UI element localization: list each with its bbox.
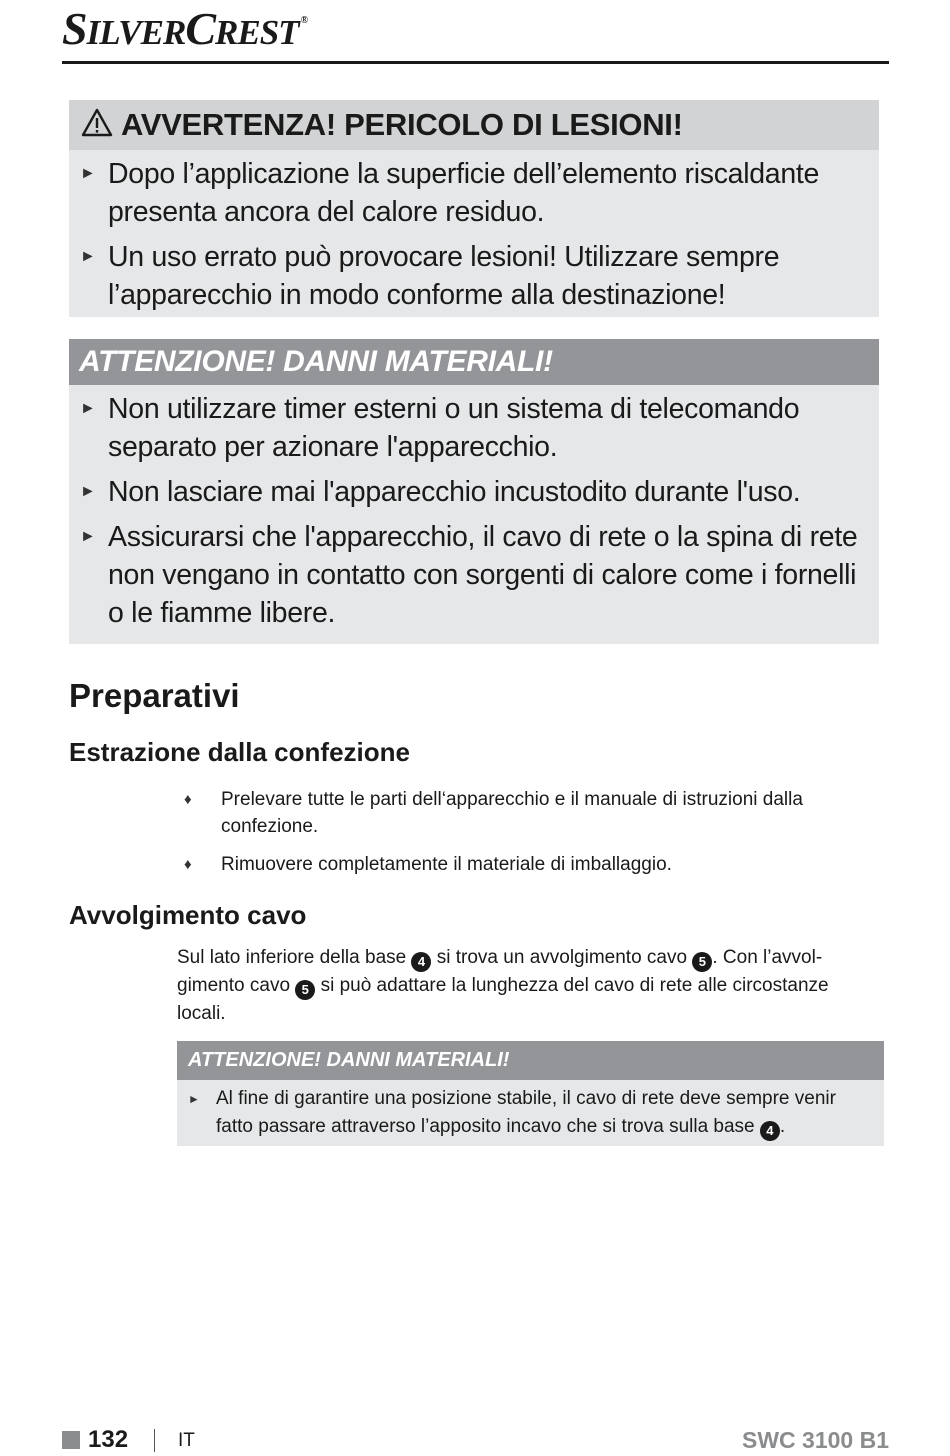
logo-letter-s: S — [62, 3, 87, 54]
list-item — [69, 155, 879, 231]
diamond-bullet-icon: ♦ — [184, 791, 192, 808]
language-code: IT — [178, 1430, 195, 1451]
list-item-text: . — [779, 1116, 786, 1137]
cable-caution-box — [177, 1041, 884, 1146]
logo-letter-c: C — [185, 3, 216, 54]
warning-title: AVVERTENZA! PERICOLO DI LESIONI! — [121, 107, 683, 142]
caution-header — [69, 339, 879, 385]
unpacking-heading: Estrazione dalla confezione — [69, 737, 410, 767]
part-number-badge: 5 — [295, 980, 315, 1000]
part-number-badge: 4 — [760, 1121, 780, 1141]
brand-logo — [62, 3, 308, 54]
part-number-badge: 4 — [411, 952, 431, 972]
arrow-bullet-icon: ► — [80, 400, 96, 417]
list-item-text: Un uso errato può provocare lesioni! Utilizzare sempre l’apparecchio in modo conforme alla destinazione! — [108, 241, 780, 311]
list-item — [69, 518, 879, 632]
list-item — [184, 786, 901, 840]
list-item-text: Al fine di garantire una posizione stabile, il cavo di rete deve sempre venir fatto passare attraverso l’apposito incavo che si trova sulla base — [216, 1088, 836, 1137]
list-item — [177, 1080, 884, 1141]
warning-header — [69, 100, 879, 150]
arrow-bullet-icon: ► — [188, 1092, 200, 1106]
list-item-text: Dopo l’applicazione la superficie dell’elemento riscaldante presenta ancora del calore residuo. — [108, 158, 820, 228]
diamond-bullet-icon: ♦ — [184, 856, 192, 873]
list-item-text: Rimuovere completamente il materiale di imballaggio. — [221, 854, 672, 875]
arrow-bullet-icon: ► — [80, 483, 96, 500]
page-marker-icon — [62, 1431, 80, 1449]
cable-caution-header — [177, 1041, 884, 1080]
list-item-text: Assicurarsi che l'apparecchio, il cavo di rete o la spina di rete non vengano in contatto con sorgenti di calore come i fornelli o le fiamme libere. — [108, 521, 858, 629]
arrow-bullet-icon: ► — [80, 165, 96, 182]
list-item-text: Non utilizzare timer esterni o un sistema di telecomando separato per azionare l'apparecchio. — [108, 393, 800, 463]
arrow-bullet-icon: ► — [80, 528, 96, 545]
warning-triangle-icon — [81, 108, 113, 142]
list-item — [69, 238, 879, 314]
warning-box — [69, 100, 879, 317]
page-number: 132 — [88, 1426, 129, 1453]
list-item-text: Prelevare tutte le parti dell‘apparecchio e il manuale di istruzioni dalla confezione. — [221, 789, 803, 837]
cable-paragraph — [177, 944, 877, 1028]
footer-divider — [154, 1429, 155, 1452]
header-divider — [62, 61, 889, 64]
list-item — [184, 851, 901, 878]
cable-caution-title: ATTENZIONE! DANNI MATERIALI! — [188, 1049, 510, 1071]
list-item — [69, 473, 879, 511]
caution-title: ATTENZIONE! DANNI MATERIALI! — [79, 345, 553, 378]
list-item-text: Non lasciare mai l'apparecchio incustodito durante l'uso. — [108, 476, 801, 508]
model-number: SWC 3100 B1 — [741, 1427, 889, 1453]
paragraph-text: Sul lato inferiore della base — [177, 947, 412, 968]
section-title: Preparativi — [69, 677, 240, 714]
list-item — [69, 390, 879, 466]
registered-mark: ® — [300, 15, 308, 26]
paragraph-text: si può adattare la lunghezza del cavo di rete alle circostanze locali. — [177, 975, 829, 1024]
cable-heading: Avvolgimento cavo — [69, 900, 307, 930]
page-footer — [62, 1426, 889, 1456]
arrow-bullet-icon: ► — [80, 248, 96, 265]
paragraph-text: . Con l’avvol-gimento cavo — [177, 947, 823, 996]
logo-text-ilver: ILVER — [86, 13, 186, 52]
part-number-badge: 5 — [692, 952, 712, 972]
paragraph-text: si trova un avvolgimento cavo — [431, 947, 693, 968]
logo-text-rest: REST — [215, 13, 299, 52]
caution-box — [69, 339, 879, 644]
